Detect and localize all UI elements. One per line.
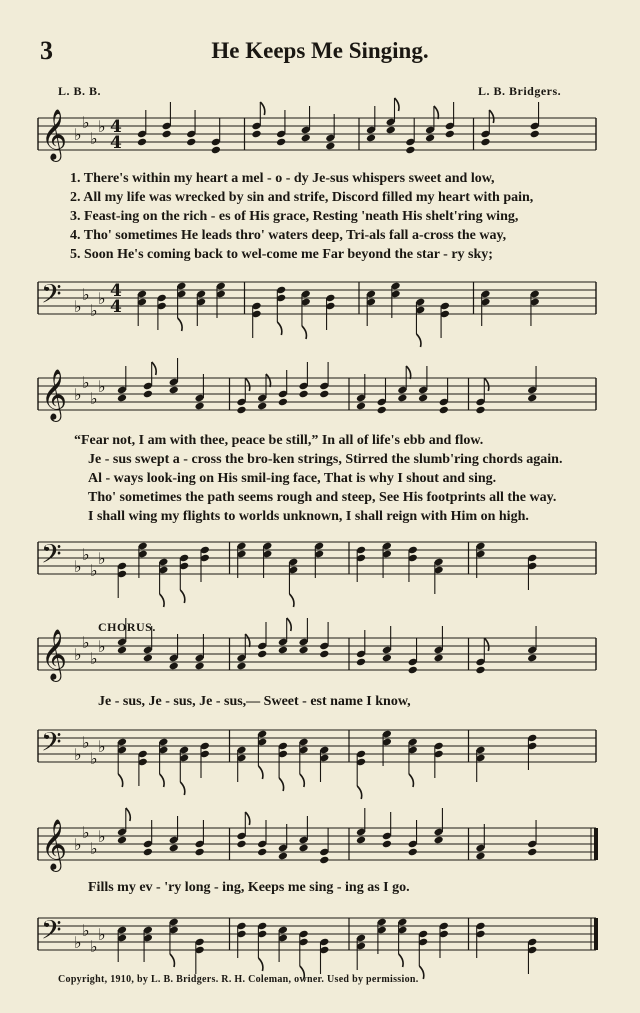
flat-icon: ♭ — [98, 737, 106, 756]
flat-icon: ♭ — [74, 557, 82, 576]
bass-staff-2 — [38, 538, 596, 607]
note-head — [480, 138, 490, 147]
note-head — [143, 390, 153, 399]
note-head — [319, 650, 329, 659]
note-head — [475, 852, 485, 861]
flat-icon: ♭ — [90, 749, 98, 768]
verse-2-line-b: Je - sus swept a - cross the bro-ken strings, Stirred the slumb'ring chords again. — [88, 452, 563, 467]
flat-icon: ♭ — [90, 129, 98, 148]
note-head — [211, 146, 221, 155]
note-head — [257, 650, 267, 659]
note-head — [195, 402, 205, 411]
note-head — [195, 848, 205, 857]
chorus-lyrics-1: Je - sus, Je - sus, Je - sus,— Sweet - est name I know, — [98, 694, 411, 709]
verse-2-line-a: 2. All my life was wrecked by sin and strife, Discord filled my heart with pain, — [70, 190, 534, 205]
flat-icon: ♭ — [90, 561, 98, 580]
note-head — [408, 848, 418, 857]
note-head — [278, 646, 288, 655]
flat-icon: ♭ — [98, 637, 106, 656]
note-head — [475, 406, 485, 415]
verse-4-line-a: 4. Tho' sometimes He leads thro' waters deep, Tri-als fall a-cross the way, — [70, 228, 507, 243]
flat-icon: ♭ — [82, 733, 90, 752]
bass-staff-1 — [38, 278, 596, 347]
flat-icon: ♭ — [82, 285, 90, 304]
page-number: 3 — [40, 36, 53, 65]
verse-3-line-b: Al - ways look-ing on His smil-ing face, That is why I shout and sing. — [88, 471, 497, 486]
chorus-label: CHORUS. — [98, 620, 156, 634]
flat-icon: ♭ — [74, 835, 82, 854]
treble-staff-1 — [38, 98, 596, 162]
bass-clef-icon: 𝄢 — [41, 538, 62, 576]
note-head — [530, 130, 540, 139]
verse-4-line-b: Tho' sometimes the path seems rough and steep, See His footprints all the way. — [88, 490, 557, 505]
note-head — [169, 386, 179, 395]
verse-1-line-b: “Fear not, I am with thee, peace be still,” In all of life's ebb and flow. — [74, 433, 484, 448]
music-credit: L. B. Bridgers. — [478, 84, 562, 98]
hymn-title: He Keeps Me Singing. — [211, 38, 429, 63]
flat-icon: ♭ — [74, 385, 82, 404]
note-head — [319, 856, 329, 865]
note-head — [434, 654, 444, 663]
note-head — [236, 406, 246, 415]
bass-clef-icon: 𝄢 — [41, 914, 62, 952]
note-head — [356, 836, 366, 845]
verse-5-line-b: I shall wing my flights to worlds unknown, I shall reign with Him on high. — [88, 509, 529, 524]
note-head — [257, 402, 267, 411]
flat-icon: ♭ — [90, 389, 98, 408]
note-head — [117, 646, 127, 655]
treble-staff-4 — [38, 808, 596, 872]
note-head — [527, 394, 537, 403]
note-head — [251, 130, 261, 139]
flat-icon: ♭ — [90, 937, 98, 956]
treble-staff-2 — [38, 358, 596, 422]
flat-icon: ♭ — [74, 745, 82, 764]
note-head — [298, 390, 308, 399]
treble-clef-icon: 𝄞 — [41, 109, 68, 160]
note-head — [298, 844, 308, 853]
note-head — [162, 130, 172, 139]
note-head — [301, 134, 311, 143]
note-head — [405, 146, 415, 155]
note-head — [418, 394, 428, 403]
note-head — [408, 666, 418, 675]
verse-5-line-a: 5. Soon He's coming back to wel-come me Far beyond the star - ry sky; — [70, 247, 493, 262]
note-head — [143, 654, 153, 663]
time-signature-digit: 4 — [110, 133, 122, 153]
note-head — [382, 654, 392, 663]
note-head — [425, 134, 435, 143]
verse-1-line-a: 1. There's within my heart a mel - o - dy Je-sus whispers sweet and low, — [70, 171, 495, 186]
treble-staff-3 — [38, 618, 596, 682]
note-head — [169, 662, 179, 671]
time-signature-digit: 4 — [110, 297, 122, 317]
note-head — [195, 662, 205, 671]
note-head — [397, 394, 407, 403]
note-head — [325, 142, 335, 151]
note-head — [236, 662, 246, 671]
bass-clef-icon: 𝄢 — [41, 278, 62, 316]
flat-icon: ♭ — [98, 827, 106, 846]
time-signature-digit: 4 — [110, 117, 122, 137]
note-head — [278, 398, 288, 407]
copyright-line: Copyright, 1910, by L. B. Bridgers. R. H. Coleman, owner. Used by permission. — [58, 974, 419, 985]
chorus-lyrics-2: Fills my ev - 'ry long - ing, Keeps me sing - ing as I go. — [88, 880, 410, 895]
flat-icon: ♭ — [98, 289, 106, 308]
flat-icon: ♭ — [82, 373, 90, 392]
note-head — [356, 658, 366, 667]
note-head — [356, 402, 366, 411]
flat-icon: ♭ — [98, 549, 106, 568]
flat-icon: ♭ — [98, 117, 106, 136]
flat-icon: ♭ — [82, 545, 90, 564]
verse-3-line-a: 3. Feast-ing on the rich - es of His grace, Resting 'neath His shelt'ring wing, — [70, 209, 519, 224]
treble-clef-icon: 𝄞 — [41, 629, 68, 680]
bass-clef-icon: 𝄢 — [41, 726, 62, 764]
flat-icon: ♭ — [90, 301, 98, 320]
words-credit: L. B. B. — [58, 84, 102, 98]
note-head — [366, 134, 376, 143]
bass-staff-4 — [38, 914, 596, 979]
note-head — [445, 130, 455, 139]
bass-staff-3 — [38, 726, 596, 799]
treble-clef-icon: 𝄞 — [41, 819, 68, 870]
flat-icon: ♭ — [74, 125, 82, 144]
note-head — [278, 852, 288, 861]
flat-icon: ♭ — [82, 921, 90, 940]
note-head — [137, 138, 147, 147]
flat-icon: ♭ — [90, 839, 98, 858]
flat-icon: ♭ — [90, 649, 98, 668]
note-head — [382, 840, 392, 849]
note-head — [527, 848, 537, 857]
flat-icon: ♭ — [82, 113, 90, 132]
flat-icon: ♭ — [82, 633, 90, 652]
note-head — [319, 390, 329, 399]
note-head — [377, 406, 387, 415]
time-signature-digit: 4 — [110, 281, 122, 301]
flat-icon: ♭ — [82, 823, 90, 842]
note-head — [236, 840, 246, 849]
treble-clef-icon: 𝄞 — [41, 369, 68, 420]
note-head — [276, 138, 286, 147]
note-head — [527, 654, 537, 663]
note-head — [143, 848, 153, 857]
note-head — [169, 844, 179, 853]
flat-icon: ♭ — [98, 925, 106, 944]
flat-icon: ♭ — [98, 377, 106, 396]
note-head — [257, 848, 267, 857]
note-head — [186, 138, 196, 147]
flat-icon: ♭ — [74, 933, 82, 952]
note-head — [298, 646, 308, 655]
note-head — [117, 836, 127, 845]
note-head — [475, 666, 485, 675]
note-head — [439, 406, 449, 415]
flat-icon: ♭ — [74, 297, 82, 316]
music-system-1 — [0, 100, 640, 350]
note-head — [117, 394, 127, 403]
flat-icon: ♭ — [74, 645, 82, 664]
note-head — [434, 836, 444, 845]
note-head — [386, 126, 396, 135]
